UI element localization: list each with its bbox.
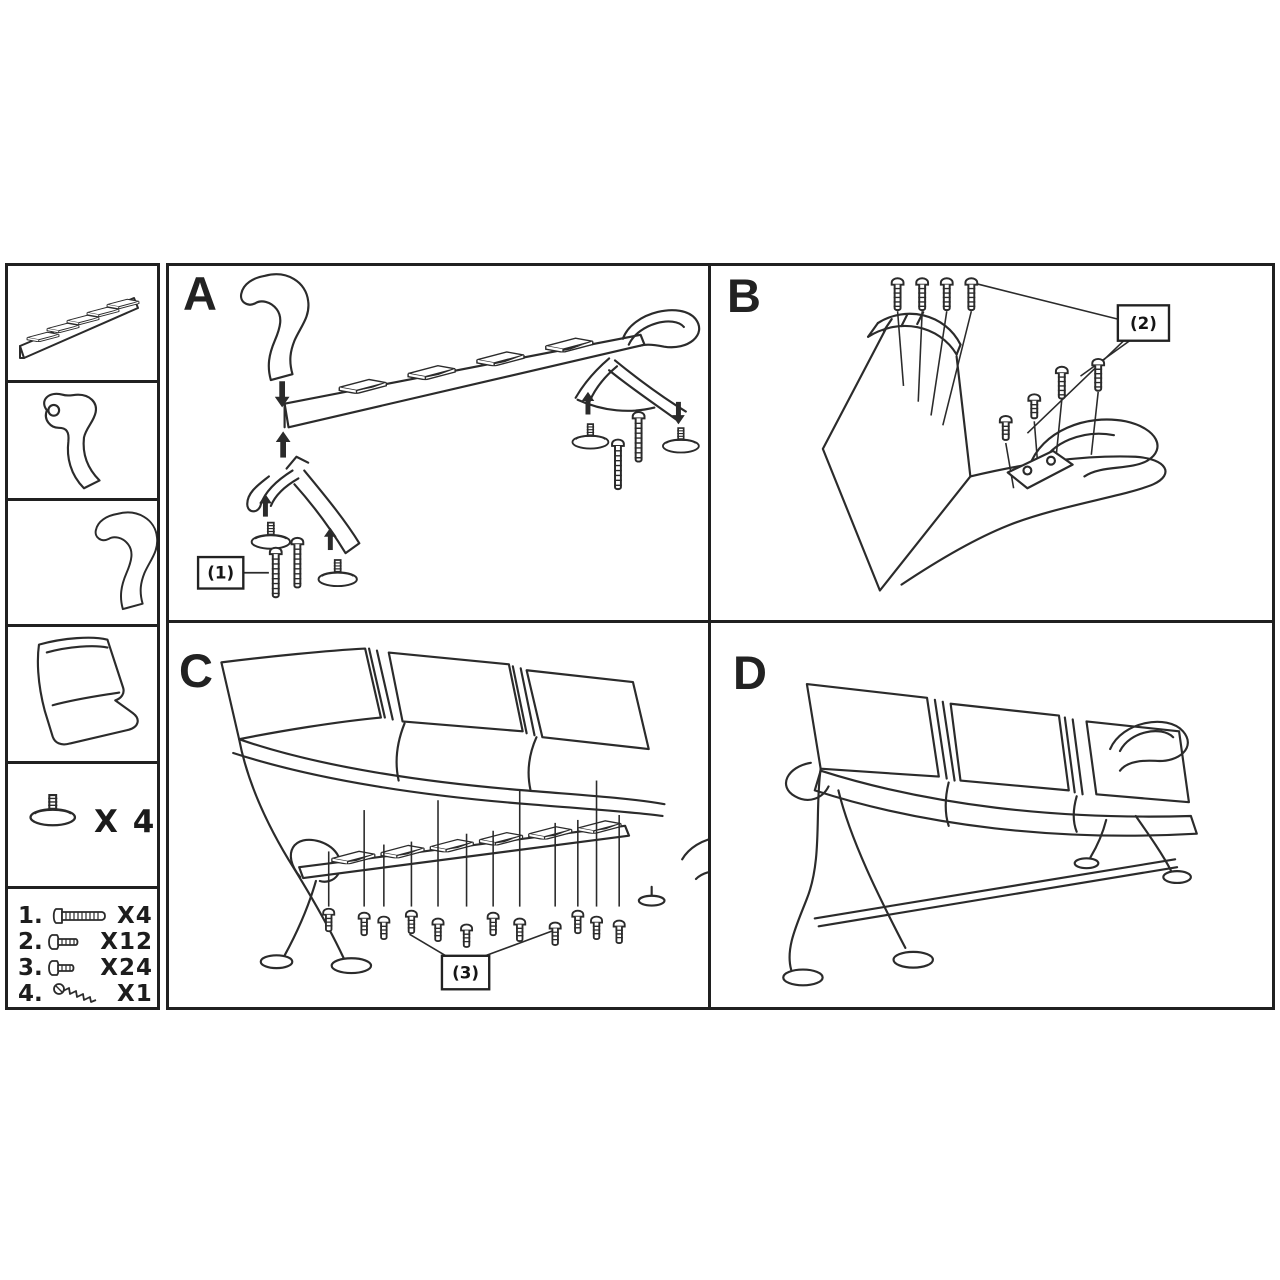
glide-quantity: X 4 [94,804,157,840]
callout-2-label: (2) [1129,312,1157,333]
foot-glide-icon [319,560,357,586]
bolt-icon [916,278,928,310]
medium-bolt-icon [45,932,100,952]
hardware-qty: X12 [100,929,153,955]
hardware-row-4 [18,981,153,1007]
seat-rail [299,826,629,878]
panel-b-drawing [711,266,1272,620]
seat-back-1 [221,649,381,740]
foot-glide-icon [663,428,699,452]
bolt-icon [1000,416,1012,440]
bolt-icon [892,278,904,310]
part-cell-front-leg [8,380,157,498]
seat-back-2 [951,704,1069,791]
panel-d-letter: D [733,646,767,699]
seat-back-3 [527,670,649,749]
bolt-icon [514,919,525,942]
part-cell-seat [8,624,157,761]
bolt-icon [1028,394,1040,418]
bolt-icon [941,278,953,310]
bolt-icon [406,911,417,934]
bolt-icon [614,921,625,944]
long-bolt-icon [270,548,282,598]
hardware-qty: X1 [117,981,153,1007]
seat-shell [823,329,971,591]
arrow-up-icon [276,431,291,457]
bolt-icon [432,919,443,942]
panel-d-finished-bench [708,620,1275,1010]
hardware-qty: X24 [100,955,153,981]
seat-rail [285,335,645,427]
bolt-icon [550,923,561,946]
part-cell-rail [8,266,157,380]
mounting-rail-part [8,266,157,380]
bolt-icon [1092,359,1104,391]
bolt-icon [461,925,472,948]
bolt-icon [572,911,583,934]
panel-d-drawing [711,623,1272,1007]
bolt-icon [378,917,389,940]
tapping-screw-icon [51,981,117,1007]
callout-1 [198,557,243,588]
rear-leg-part [8,501,157,624]
arrow-up-icon [324,528,337,551]
bolt-icon [359,913,370,936]
panel-c-drawing [169,623,708,1007]
hardware-row-2 [18,929,153,955]
callout-3-label: (3) [452,962,480,983]
panel-c-seats-to-frame-step [166,620,711,1010]
front-leg-part [8,383,157,498]
panel-b-seat-screws-step [708,263,1275,623]
bolt-icon [488,913,499,936]
callout-2 [1118,305,1169,340]
seat-shell-part [8,627,157,761]
bolt-icon [1056,367,1068,399]
hardware-number: 4. [18,981,43,1007]
hardware-number: 2. [18,929,43,955]
foot-glide-icon [252,523,290,549]
short-bolt-icon [45,958,100,978]
seat-back-1 [807,684,939,777]
panel-a-letter: A [183,267,217,320]
part-cell-glide [8,761,157,886]
panel-b-letter: B [727,269,761,322]
armrest-tube [682,837,708,879]
long-bolt-icon [291,538,303,588]
panel-a-leg-to-rail-step [166,263,711,623]
hardware-qty: X4 [117,903,153,929]
panel-c-letter: C [179,644,213,697]
callout-3 [442,956,489,989]
long-bolt-icon [51,906,117,926]
long-bolt-icon [633,412,645,462]
hardware-row-1 [18,903,153,929]
parts-sidebar [5,263,160,1010]
hardware-number: 1. [18,903,43,929]
hardware-list [8,886,157,1007]
rear-leg-part [241,274,308,380]
panel-a-drawing [169,266,708,620]
foot-glide-icon [572,424,608,448]
hardware-number: 3. [18,955,43,981]
part-cell-rear-leg [8,498,157,624]
seat-back-2 [389,653,523,732]
hardware-row-3 [18,955,153,981]
long-bolt-icon [612,440,624,490]
bolt-icon [965,278,977,310]
bolt-icon [591,917,602,940]
callout-1-label: (1) [207,562,235,583]
